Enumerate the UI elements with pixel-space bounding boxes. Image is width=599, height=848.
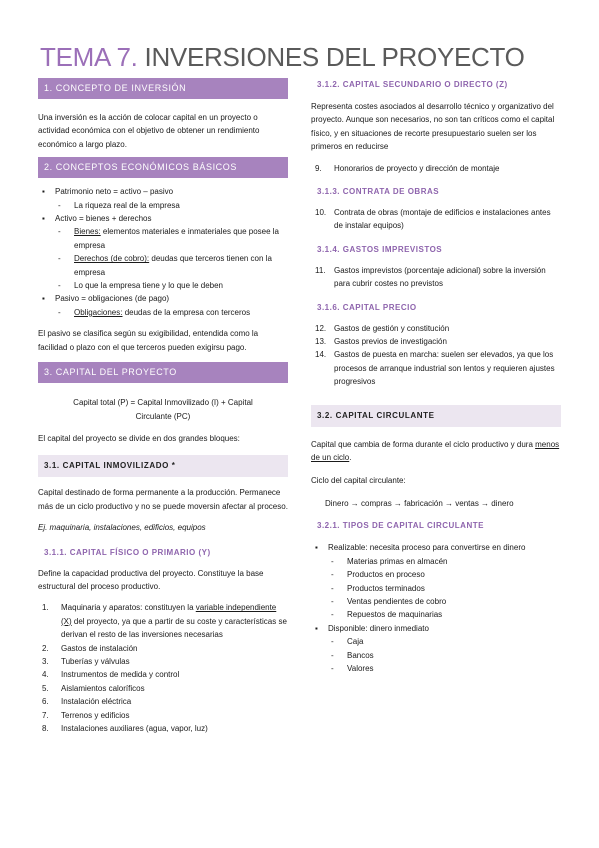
conceptos-economicos-list (38, 185, 288, 319)
dash-marker: - (331, 583, 334, 593)
subsection-header-contrata-obras: 3.1.3. CONTRATA DE OBRAS (317, 187, 440, 197)
paragraph-capital-circulante (311, 438, 561, 465)
list-item (311, 348, 561, 388)
dash-marker: - (58, 281, 61, 291)
dash-marker: - (331, 650, 334, 660)
list-item (38, 722, 288, 735)
dash-item (38, 279, 288, 292)
dash-item (38, 225, 288, 252)
list-item (311, 264, 561, 291)
item-text: Gastos previos de investigación (334, 337, 447, 347)
item-number: 4. (42, 670, 49, 680)
bullet-text: Pasivo = obligaciones (de pago) (55, 294, 170, 304)
item-number: 12. (315, 323, 327, 333)
title-text: INVERSIONES DEL PROYECTO (137, 42, 525, 72)
dash-item (311, 582, 561, 595)
capital-fisico-list-rest (38, 642, 288, 736)
item-text: Honorarios de proyecto y dirección de montaje (334, 163, 500, 173)
bullet-text: Disponible: dinero inmediato (328, 623, 429, 633)
dash-text: Valores (347, 663, 374, 673)
item-text: Instrumentos de medida y control (61, 670, 180, 680)
paragraph-capital-secundario: Representa costes asociados al desarrollo técnico y organizativo del proyecto. Aunque son necesarios, no son tan críticos como el capital físico, y en situaciones de recorte presupuestario suelen ser los primeros en reducirse (311, 102, 555, 152)
bullet-text: Realizable: necesita proceso para convertirse en dinero (328, 543, 526, 553)
dash-text: Ventas pendientes de cobro (347, 596, 447, 606)
item-number: 8. (42, 724, 49, 733)
dash-text: La riqueza real de la empresa (74, 200, 180, 210)
dash-text: deudas de la empresa con terceros (122, 307, 251, 317)
dash-marker: - (331, 556, 334, 566)
subsection-header-gastos-imprevistos: 3.1.4. GASTOS IMPREVISTOS (317, 244, 443, 254)
capital-circulante-text: Capital que cambia de forma durante el ciclo productivo y dura (311, 439, 536, 449)
list-item (311, 162, 561, 175)
item-text: Terrenos y edificios (61, 710, 130, 720)
dash-item (311, 662, 561, 675)
item-text: del proyecto, ya que a partir de su coste y características se derivan el resto de las inversiones necesarias (61, 616, 287, 640)
item-number: 1. (42, 603, 49, 613)
section-header-concepto-inversion: 1. CONCEPTO DE INVERSIÓN (38, 78, 288, 99)
list-item (38, 668, 288, 681)
section-header-conceptos-economicos: 2. CONCEPTOS ECONÓMICOS BÁSICOS (38, 157, 288, 178)
dash-item (311, 608, 561, 621)
dash-text: elementos materiales e inmateriales que posee la empresa (74, 227, 280, 250)
example-capital-inmovilizado: Ej. maquinaria, instalaciones, edificios, equipos (38, 523, 206, 533)
paragraph-pasivo-exigibilidad: El pasivo se clasifica según su exigibilidad, entendida como la facilidad o plazo con el que terceros pueden exigirsu pago. (38, 329, 259, 352)
dash-item (38, 199, 288, 212)
subsection-header-tipos-capital-circulante: 3.2.1. TIPOS DE CAPITAL CIRCULANTE (317, 521, 484, 531)
dash-item (311, 649, 561, 662)
term-label: Bienes: (74, 227, 101, 237)
subsection-header-capital-secundario: 3.1.2. CAPITAL SECUNDARIO O DIRECTO (Z) (317, 80, 508, 89)
dash-item (311, 568, 561, 581)
bullet-marker: ▪ (42, 187, 45, 197)
item-text: Tuberías y válvulas (61, 656, 130, 666)
dash-text: Productos terminados (347, 583, 425, 593)
title-number: TEMA 7. (40, 42, 138, 72)
item-text: Gastos de gestión y constitución (334, 323, 450, 333)
dash-text: Bancos (347, 650, 374, 660)
list-item (38, 682, 288, 695)
ciclo-capital-flow: Dinero → compras → fabricación → ventas → dinero (325, 498, 514, 508)
item-text: Aislamientos caloríficos (61, 683, 145, 693)
paragraph-concepto-inversion: Una inversión es la acción de colocar capital en un proyecto o actividad económica con el objetivo de obtener un rendimiento económico a largo plazo. (38, 113, 260, 149)
capital-fisico-list (38, 601, 288, 641)
bullet-item (311, 622, 561, 635)
capital-precio-list (311, 322, 561, 389)
item-number: 2. (42, 643, 49, 653)
variable-independiente-text: variable independiente (X) (61, 603, 277, 626)
item-text: Gastos de puesta en marcha: suelen ser elevados, ya que los procesos de arranque industrial son lentos y requieren ajustes progresivos (334, 350, 555, 387)
menos-de-un-ciclo-text: menos de un ciclo (311, 439, 560, 463)
item-number: 14. (315, 350, 327, 360)
paragraph-capital-fisico: Define la capacidad productiva del proyecto. Constituye la base estructural del proceso productivo. (38, 568, 264, 591)
term-label: Derechos (de cobro): (74, 254, 150, 264)
dash-marker: - (331, 663, 334, 673)
bullet-marker: ▪ (42, 214, 45, 224)
item-text: Gastos imprevistos (porcentaje adicional) sobre la inversión para cubrir costes no previstos (334, 265, 546, 289)
section-header-capital-circulante: 3.2. CAPITAL CIRCULANTE (311, 405, 561, 427)
dash-item (38, 252, 288, 279)
item-number: 9. (315, 163, 322, 173)
bullet-marker: ▪ (315, 623, 318, 633)
ciclo-capital-label: Ciclo del capital circulante: (311, 475, 406, 485)
list-item (311, 335, 561, 348)
list-item (311, 206, 561, 233)
dash-item (311, 635, 561, 648)
bullet-item (311, 541, 561, 554)
dash-item (311, 595, 561, 608)
paragraph-capital-bloques: El capital del proyecto se divide en dos grandes bloques: (38, 433, 240, 443)
term-label: Obligaciones: (74, 307, 123, 317)
bullet-marker: ▪ (315, 543, 318, 553)
item-number: 10. (315, 208, 327, 218)
gastos-imprevistos-list (311, 264, 561, 291)
page-title (40, 42, 560, 72)
dash-text: Repuestos de maquinarias (347, 610, 443, 620)
list-item (38, 642, 288, 655)
right-column (311, 78, 561, 675)
list-item (38, 695, 288, 708)
bullet-item (38, 185, 288, 198)
item-number: 5. (42, 683, 49, 693)
dash-marker: - (331, 596, 334, 606)
item-number: 6. (42, 697, 49, 707)
dash-text: Materias primas en almacén (347, 556, 448, 566)
bullet-text: Patrimonio neto = activo – pasivo (55, 187, 174, 197)
bullet-item (38, 292, 288, 305)
item-number: 3. (42, 656, 49, 666)
item-text: Instalaciones auxiliares (agua, vapor, luz) (61, 724, 208, 733)
dash-item (311, 555, 561, 568)
dash-text: deudas que terceros tienen con la empresa (74, 254, 272, 277)
dash-marker: - (331, 637, 334, 647)
dash-marker: - (58, 254, 61, 264)
dash-item (38, 306, 288, 319)
item-text: Maquinaria y aparatos: constituyen la (61, 603, 196, 613)
list-item (311, 322, 561, 335)
capital-total-formula: Capital total (P) = Capital Inmovilizado (I) + Capital Circulante (PC) (73, 398, 253, 421)
section-header-capital-inmovilizado: 3.1. CAPITAL INMOVILIZADO * (38, 455, 288, 477)
item-text: Contrata de obras (montaje de edificios e instalaciones antes de instalar equipos) (334, 208, 551, 231)
item-text: Instalación eléctrica (61, 697, 132, 707)
subsection-header-capital-precio: 3.1.6. CAPITAL PRECIO (317, 302, 417, 312)
item-number: 7. (42, 710, 49, 720)
dash-marker: - (58, 307, 61, 317)
item-number: 11. (315, 265, 326, 275)
dash-text: Productos en proceso (347, 570, 425, 580)
section-header-capital-proyecto: 3. CAPITAL DEL PROYECTO (38, 362, 288, 383)
paragraph-capital-inmovilizado: Capital destinado de forma permanente a la producción. Permanece más de un ciclo productivo y no se puede moversin afectar al proceso. (38, 488, 288, 511)
contrata-obras-list (311, 206, 561, 233)
subsection-header-capital-fisico: 3.1.1. CAPITAL FÍSICO O PRIMARIO (Y) (44, 547, 211, 557)
dash-text: Caja (347, 637, 364, 647)
bullet-text: Activo = bienes + derechos (55, 214, 152, 224)
dash-marker: - (331, 610, 334, 620)
capital-circulante-text-end: . (349, 453, 352, 463)
tipos-capital-circulante-list (311, 541, 561, 675)
item-text: Gastos de instalación (61, 643, 138, 653)
item-number: 13. (315, 337, 327, 347)
dash-marker: - (58, 200, 61, 210)
dash-text: Lo que la empresa tiene y lo que le deben (74, 281, 223, 291)
dash-marker: - (331, 570, 334, 580)
dash-marker: - (58, 227, 61, 237)
left-column (38, 78, 288, 735)
bullet-marker: ▪ (42, 294, 45, 304)
capital-secundario-list (311, 162, 561, 175)
bullet-item (38, 212, 288, 225)
list-item (38, 709, 288, 722)
list-item (38, 601, 288, 641)
list-item (38, 655, 288, 668)
